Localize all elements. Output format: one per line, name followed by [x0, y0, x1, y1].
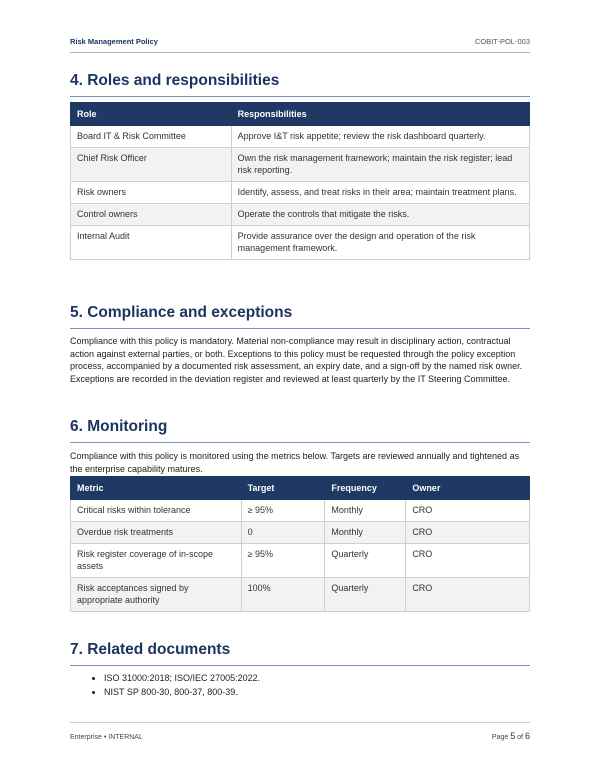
column-header: Role: [71, 103, 232, 126]
table-row: [71, 148, 530, 182]
compliance-paragraph: Compliance with this policy is mandatory. Material non-compliance may result in disciplinary action, contractual action against external parties, or both. Exceptions to this policy must be requested through the policy exception process, accompanied by a documented risk assessment, an expiry date, and a sign-off by the named risk owner. Exceptions are recorded in the deviation register and reviewed at least quarterly by the IT Steering Committee.: [70, 336, 523, 385]
page-footer: [70, 722, 530, 741]
target-cell: ≥ 95%: [241, 544, 325, 578]
column-header: Owner: [406, 477, 530, 500]
metric-cell: Risk register coverage of in-scope assets: [71, 544, 242, 578]
table-row: [71, 522, 530, 544]
frequency-cell: Monthly: [325, 522, 406, 544]
role-cell: Chief Risk Officer: [71, 148, 232, 182]
metric-cell: Risk acceptances signed by appropriate authority: [71, 578, 242, 612]
target-cell: 100%: [241, 578, 325, 612]
role-cell: Internal Audit: [71, 226, 232, 260]
table-header-row: [71, 103, 530, 126]
owner-cell: CRO: [406, 522, 530, 544]
page-of-label: of: [517, 734, 524, 741]
monitoring-intro: Compliance with this policy is monitored using the metrics below. Targets are reviewed annually and tightened as the enterprise capability matures.: [70, 451, 520, 474]
page-header: [70, 37, 530, 53]
responsibility-cell: Operate the controls that mitigate the risks.: [231, 204, 529, 226]
list-item: • NIST SP 800-30, 800-37, 800-39.: [104, 686, 544, 700]
document-code: COBIT-POL-003: [474, 37, 530, 46]
related-documents-list: [70, 672, 544, 699]
table-row: [71, 500, 530, 522]
metric-cell: Overdue risk treatments: [71, 522, 242, 544]
section-heading-related-documents: 7. Related documents: [70, 641, 530, 666]
role-cell: Control owners: [71, 204, 232, 226]
frequency-cell: Monthly: [325, 500, 406, 522]
metrics-table: [70, 476, 530, 612]
list-item: • ISO 31000:2018; ISO/IEC 27005:2022.: [104, 672, 544, 686]
target-cell: ≥ 95%: [241, 500, 325, 522]
metric-cell: Critical risks within tolerance: [71, 500, 242, 522]
page-number: [492, 731, 530, 741]
role-cell: Board IT & Risk Committee: [71, 126, 232, 148]
table-row: [71, 126, 530, 148]
section-heading-compliance: 5. Compliance and exceptions: [70, 304, 530, 329]
role-cell: Risk owners: [71, 182, 232, 204]
table-row: [71, 204, 530, 226]
responsibility-cell: Provide assurance over the design and operation of the risk management framework.: [231, 226, 529, 260]
section-heading-roles: 4. Roles and responsibilities: [70, 72, 530, 97]
responsibility-cell: Identify, assess, and treat risks in their area; maintain treatment plans.: [231, 182, 529, 204]
table-row: [71, 544, 530, 578]
responsibility-cell: Own the risk management framework; maintain the risk register; lead risk reporting.: [231, 148, 529, 182]
owner-cell: CRO: [406, 500, 530, 522]
responsibility-cell: Approve I&T risk appetite; review the risk dashboard quarterly.: [231, 126, 529, 148]
target-cell: 0: [241, 522, 325, 544]
page-label: Page: [491, 734, 509, 741]
table-header-row: [71, 477, 530, 500]
total-pages: 6: [524, 731, 530, 741]
column-header: Frequency: [325, 477, 406, 500]
classification-label: Enterprise • INTERNAL: [70, 734, 143, 741]
table-row: [71, 182, 530, 204]
column-header: Metric: [71, 477, 242, 500]
column-header: Responsibilities: [231, 103, 529, 126]
section-heading-monitoring: 6. Monitoring: [70, 418, 530, 443]
frequency-cell: Quarterly: [325, 544, 406, 578]
column-header: Target: [241, 477, 325, 500]
frequency-cell: Quarterly: [325, 578, 406, 612]
owner-cell: CRO: [406, 544, 530, 578]
roles-table: [70, 102, 530, 260]
document-title: Risk Management Policy: [70, 37, 158, 46]
current-page: 5: [510, 731, 516, 741]
owner-cell: CRO: [406, 578, 530, 612]
table-row: [71, 578, 530, 612]
table-row: [71, 226, 530, 260]
